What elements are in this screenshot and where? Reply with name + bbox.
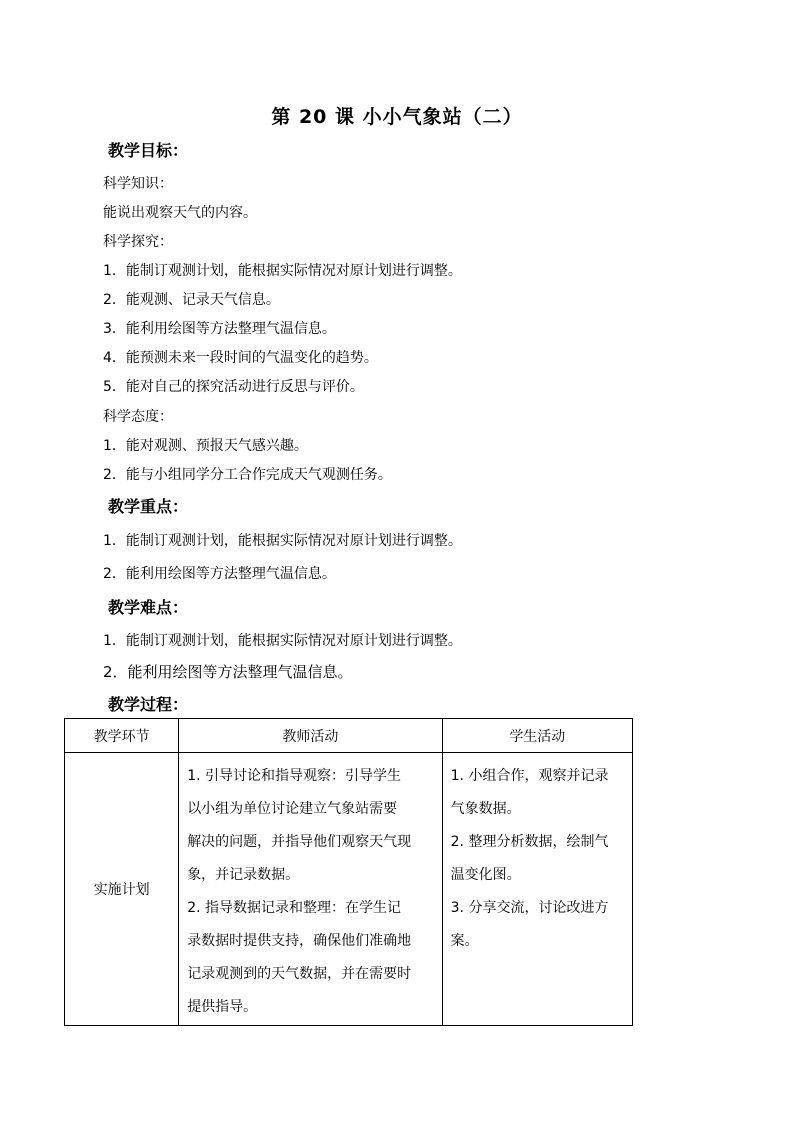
table-header-cell: 教学环节 [65, 719, 179, 753]
lesson-title: 第 20 课 小小气象站（二） [271, 106, 523, 128]
difficulty-item: 2．能利用绘图等方法整理气温信息。 [103, 663, 353, 681]
attitude-item: 2．能与小组同学分工合作完成天气观测任务。 [103, 467, 392, 483]
difficulties-heading: 教学难点： [108, 598, 189, 617]
inquiry-label: 科学探究： [103, 234, 173, 250]
table-header-cell: 教师活动 [179, 719, 442, 753]
teacher-activity-cell [179, 753, 442, 1026]
teacher-activity-line: 1. 引导讨论和指导观察：引导学生 [187, 768, 401, 784]
key-point-item: 1．能制订观测计划，能根据实际情况对原计划进行调整。 [103, 533, 462, 549]
teacher-activity-line: 象，并记录数据。 [187, 867, 300, 883]
teacher-activity-line: 录数据时提供支持，确保他们准确地 [187, 933, 412, 949]
knowledge-label: 科学知识： [103, 176, 173, 192]
key-point-item: 2．能利用绘图等方法整理气温信息。 [103, 566, 336, 582]
inquiry-item: 3．能利用绘图等方法整理气温信息。 [103, 321, 336, 337]
inquiry-item: 2．能观测、记录天气信息。 [103, 292, 280, 308]
process-heading: 教学过程： [108, 695, 189, 714]
table-row [65, 753, 633, 1026]
teacher-activity-line: 提供指导。 [187, 999, 258, 1015]
key-points-heading: 教学重点： [108, 497, 189, 516]
process-table [64, 718, 633, 1026]
table-header-cell: 学生活动 [442, 719, 632, 753]
stage-cell: 实施计划 [65, 753, 179, 1026]
student-activity-line: 案。 [450, 933, 479, 949]
inquiry-item: 4．能预测未来一段时间的气温变化的趋势。 [103, 350, 378, 366]
student-activity-line: 1. 小组合作，观察并记录 [450, 768, 609, 784]
objectives-heading: 教学目标： [108, 141, 189, 160]
teacher-activity-line: 以小组为单位讨论建立气象站需要 [187, 801, 398, 817]
table-header-row [65, 719, 633, 753]
attitude-item: 1．能对观测、预报天气感兴趣。 [103, 438, 308, 454]
knowledge-item: 能说出观察天气的内容。 [103, 205, 257, 221]
teacher-activity-line: 2. 指导数据记录和整理：在学生记 [187, 900, 401, 916]
student-activity-line: 气象数据。 [450, 801, 521, 817]
attitude-label: 科学态度： [103, 409, 173, 425]
teacher-activity-line: 解决的问题，并指导他们观察天气现 [187, 834, 412, 850]
inquiry-item: 5．能对自己的探究活动进行反思与评价。 [103, 379, 364, 395]
teacher-activity-line: 记录观测到的天气数据，并在需要时 [187, 966, 412, 982]
student-activity-line: 温变化图。 [450, 867, 521, 883]
inquiry-item: 1．能制订观测计划，能根据实际情况对原计划进行调整。 [103, 263, 462, 279]
difficulty-item: 1．能制订观测计划，能根据实际情况对原计划进行调整。 [103, 633, 462, 649]
student-activity-cell [442, 753, 632, 1026]
student-activity-line: 3. 分享交流，讨论改进方 [450, 900, 609, 916]
student-activity-line: 2. 整理分析数据，绘制气 [450, 834, 609, 850]
